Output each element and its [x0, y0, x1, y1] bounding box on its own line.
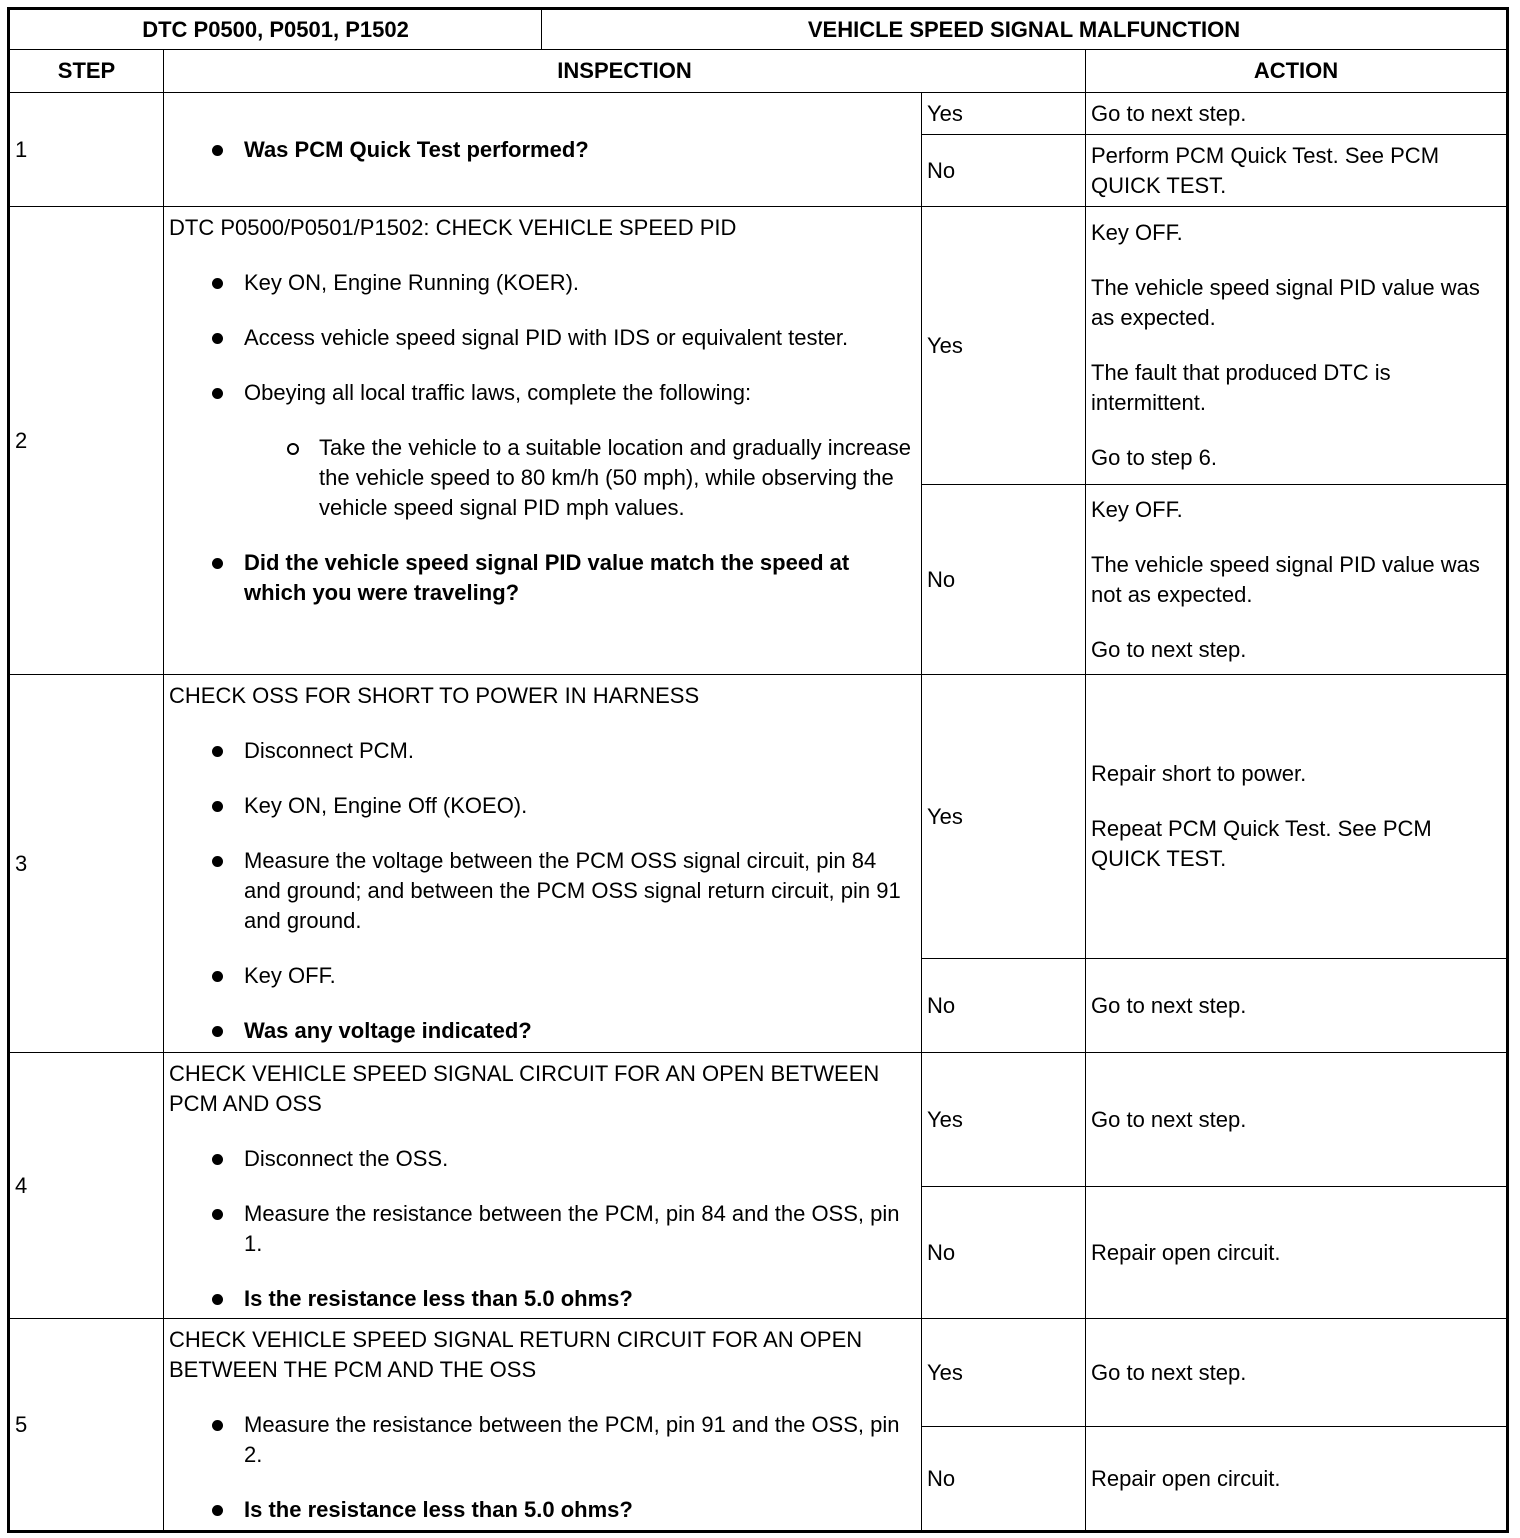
text-line: CHECK VEHICLE SPEED SIGNAL CIRCUIT FOR AN OPEN BETWEEN PCM AND OSS — [169, 1061, 880, 1116]
question: Is the resistance less than 5.0 ohms? — [169, 1495, 916, 1525]
text-line: Measure the resistance between the PCM, pin 84 and the OSS, pin 1. — [169, 1199, 916, 1259]
yes-label: Yes — [922, 1053, 1086, 1187]
question: Did the vehicle speed signal PID value match the speed at which you were traveling? — [169, 548, 916, 608]
text-line: Access vehicle speed signal PID with IDS or equivalent tester. — [169, 323, 916, 353]
step-number: 2 — [9, 207, 164, 675]
yes-label: Yes — [922, 675, 1086, 959]
question: Is the resistance less than 5.0 ohms? — [169, 1284, 916, 1314]
text-line: The vehicle speed signal PID value was as expected. — [1091, 275, 1480, 330]
question: Was PCM Quick Test performed? — [169, 135, 916, 165]
diagnostic-table — [7, 7, 1509, 1533]
no-label: No — [922, 1427, 1086, 1532]
text-line: Key ON, Engine Running (KOER). — [169, 268, 916, 298]
yes-label: Yes — [922, 93, 1086, 135]
text-line: Go to next step. — [1091, 636, 1247, 662]
text-line: Go to next step. — [1091, 1359, 1247, 1385]
text-line: CHECK VEHICLE SPEED SIGNAL RETURN CIRCUIT FOR AN OPEN BETWEEN THE PCM AND THE OSS — [169, 1327, 863, 1382]
step-number: 3 — [9, 675, 164, 1053]
text-line: Repair open circuit. — [1091, 1465, 1281, 1491]
no-label: No — [922, 1187, 1086, 1319]
text-line: Key ON, Engine Off (KOEO). — [169, 791, 916, 821]
text-line: CHECK OSS FOR SHORT TO POWER IN HARNESS — [169, 683, 700, 708]
yes-action — [1086, 1319, 1508, 1427]
text-line: Disconnect the OSS. — [169, 1144, 916, 1174]
no-label: No — [922, 959, 1086, 1053]
no-action — [1086, 1427, 1508, 1532]
text-line: Go to step 6. — [1091, 445, 1217, 470]
dtc-codes: DTC P0500, P0501, P1502 — [9, 9, 542, 50]
yes-label: Yes — [922, 1319, 1086, 1427]
text-line: DTC P0500/P0501/P1502: CHECK VEHICLE SPEED PID — [169, 215, 737, 240]
text-line: Measure the resistance between the PCM, pin 91 and the OSS, pin 2. — [169, 1410, 916, 1470]
page-title: VEHICLE SPEED SIGNAL MALFUNCTION — [542, 9, 1508, 50]
inspection-header: INSPECTION — [164, 50, 1086, 93]
inspection — [164, 1053, 922, 1319]
text-line: Repeat PCM Quick Test. See PCM QUICK TEST. — [1091, 816, 1432, 871]
inspection — [164, 93, 922, 207]
step-number: 5 — [9, 1319, 164, 1532]
no-action — [1086, 959, 1508, 1053]
no-action — [1086, 135, 1508, 207]
no-label: No — [922, 485, 1086, 675]
text-line: Obeying all local traffic laws, complete the following: — [169, 378, 916, 408]
yes-action — [1086, 675, 1508, 959]
text-line: Perform PCM Quick Test. See PCM QUICK TEST. — [1091, 142, 1440, 198]
yes-action — [1086, 93, 1508, 135]
no-label: No — [922, 135, 1086, 207]
text-line: Key OFF. — [1091, 220, 1183, 245]
text-line: The vehicle speed signal PID value was not as expected. — [1091, 551, 1480, 607]
text-line: Key OFF. — [1091, 496, 1183, 522]
text-line: Take the vehicle to a suitable location and gradually increase the vehicle speed to 80 km/h (50 mph), while observing the vehicle speed signal PID mph values. — [169, 433, 916, 523]
inspection — [164, 207, 922, 675]
no-action — [1086, 485, 1508, 675]
text-line: The fault that produced DTC is intermittent. — [1091, 360, 1391, 415]
yes-action — [1086, 207, 1508, 485]
action-header: ACTION — [1086, 50, 1508, 93]
text-line: Repair short to power. — [1091, 761, 1307, 786]
step-number: 1 — [9, 93, 164, 207]
inspection — [164, 675, 922, 1053]
text-line: Go to next step. — [1091, 100, 1247, 126]
text-line: Key OFF. — [169, 961, 916, 991]
step-number: 4 — [9, 1053, 164, 1319]
text-line: Repair open circuit. — [1091, 1239, 1281, 1265]
step-header: STEP — [9, 50, 164, 93]
text-line: Measure the voltage between the PCM OSS signal circuit, pin 84 and ground; and between the PCM OSS signal return circuit, pin 91 and ground. — [169, 846, 916, 936]
inspection — [164, 1319, 922, 1532]
text-line: Go to next step. — [1091, 992, 1247, 1018]
text-line: Go to next step. — [1091, 1106, 1247, 1132]
text-line: Disconnect PCM. — [169, 736, 916, 766]
yes-action — [1086, 1053, 1508, 1187]
yes-label: Yes — [922, 207, 1086, 485]
no-action — [1086, 1187, 1508, 1319]
question: Was any voltage indicated? — [169, 1016, 916, 1046]
